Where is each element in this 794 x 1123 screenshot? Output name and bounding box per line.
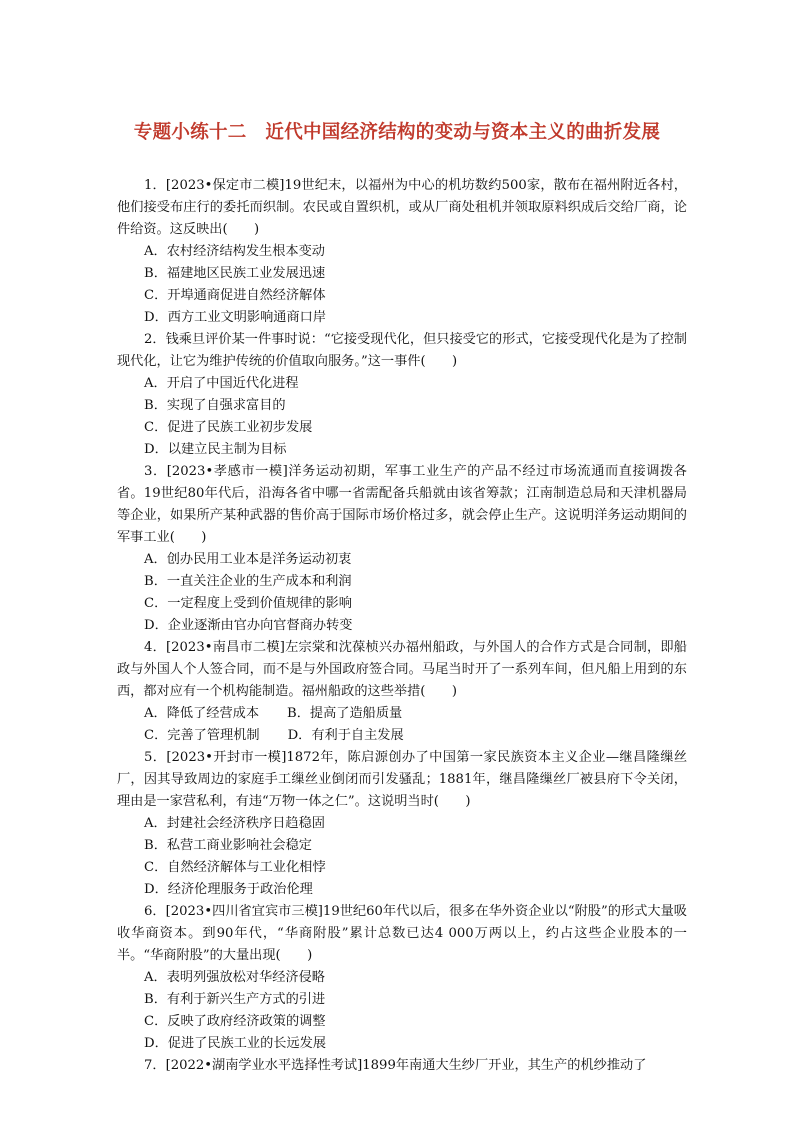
question-6-option-d: D．促进了民族工业的长远发展	[144, 1036, 327, 1051]
question-2-option-c: C．促进了民族工业初步发展	[144, 420, 313, 435]
question-1-option-d: D．西方工业文明影响通商口岸	[144, 310, 327, 325]
question-2-option-d: D．以建立民主制为目标	[144, 442, 287, 457]
question-list	[117, 175, 687, 1077]
question-3-option-a: A．创办民用工业本是洋务运动初衷	[144, 552, 352, 567]
question-6-option-b: B．有利于新兴生产方式的引进	[144, 992, 326, 1007]
question-4-options-row-2	[117, 725, 687, 747]
question-6-stem: 6．[2023•四川省宜宾市三模]19世纪60年代以后，很多在华外资企业以“附股”的形式大量吸收华商资本。到90年代，“华商附股”累计总数已达4 000万两以上，约占这些企业股本的一半。“华商附股”的大量出现( )	[117, 904, 687, 963]
question-4-options-row-1	[117, 703, 687, 725]
question-1-stem: 1．[2023•保定市二模]19世纪末，以福州为中心的机坊数约500家，散布在福州附近各村，他们接受布庄行的委托而织制。农民或自置织机，或从厂商处租机并领取原料织成后交给厂商，论件给资。这反映出( )	[117, 178, 687, 237]
question-5-option-a: A．封建社会经济秩序日趋稳固	[144, 816, 325, 831]
question-5-option-c: C．自然经济解体与工业化相悖	[144, 860, 326, 875]
question-7-stem: 7．[2022•湖南学业水平选择性考试]1899年南通大生纱厂开业，其生产的机纱推动了	[144, 1058, 647, 1073]
page-title: 专题小练十二 近代中国经济结构的变动与资本主义的曲折发展	[133, 122, 661, 143]
question-4-stem: 4．[2023•南昌市二模]左宗棠和沈葆桢兴办福州船政，与外国人的合作方式是合同制，即船政与外国人个人签合同，而不是与外国政府签合同。马尾当时开了一系列车间，但凡船上用到的东西，都对应有一个机构能制造。福州船政的这些举措( )	[117, 640, 687, 699]
question-6-option-c: C．反映了政府经济政策的调整	[144, 1014, 326, 1029]
question-1-option-a: A．农村经济结构发生根本变动	[144, 244, 325, 259]
question-4-option-a: A．降低了经营成本	[144, 706, 260, 721]
question-4-option-d: D．有利于自主发展	[287, 728, 404, 743]
question-2-stem: 2．钱乘旦评价某一件事时说：“它接受现代化，但只接受它的形式，它接受现代化是为了控制现代化，让它为维护传统的价值取向服务。”这一事件( )	[117, 332, 687, 369]
question-4-option-b: B．提高了造船质量	[287, 706, 403, 721]
question-2-option-a: A．开启了中国近代化进程	[144, 376, 299, 391]
question-1-option-c: C．开埠通商促进自然经济解体	[144, 288, 326, 303]
question-6-option-a: A．表明列强放松对华经济侵略	[144, 970, 325, 985]
question-2-option-b: B．实现了自强求富目的	[144, 398, 286, 413]
question-3-stem: 3．[2023•孝感市一模]洋务运动初期，军事工业生产的产品不经过市场流通而直接调拨各省。19世纪80年代后，沿海各省中哪一省需配备兵船就由该省筹款；江南制造总局和天津机器局等企业，如果所产某种武器的售价高于国际市场价格过多，就会停止生产。这说明洋务运动期间的军事工业( )	[117, 464, 687, 545]
question-5-option-b: B．私营工商业影响社会稳定	[144, 838, 312, 853]
question-3-option-d: D．企业逐渐由官办向官督商办转变	[144, 618, 353, 633]
question-4-option-c: C．完善了管理机制	[144, 728, 260, 743]
question-5-stem: 5．[2023•开封市一模]1872年，陈启源创办了中国第一家民族资本主义企业—继昌隆缫丝厂，因其导致周边的家庭手工缫丝业倒闭而引发骚乱；1881年，继昌隆缫丝厂被县府下令关闭，理由是一家营私利，有违“万物一体之仁”。这说明当时( )	[117, 750, 687, 809]
question-3-option-c: C．一定程度上受到价值规律的影响	[144, 596, 352, 611]
question-5-option-d: D．经济伦理服务于政治伦理	[144, 882, 313, 897]
question-3-option-b: B．一直关注企业的生产成本和利润	[144, 574, 352, 589]
question-1-option-b: B．福建地区民族工业发展迅速	[144, 266, 326, 281]
